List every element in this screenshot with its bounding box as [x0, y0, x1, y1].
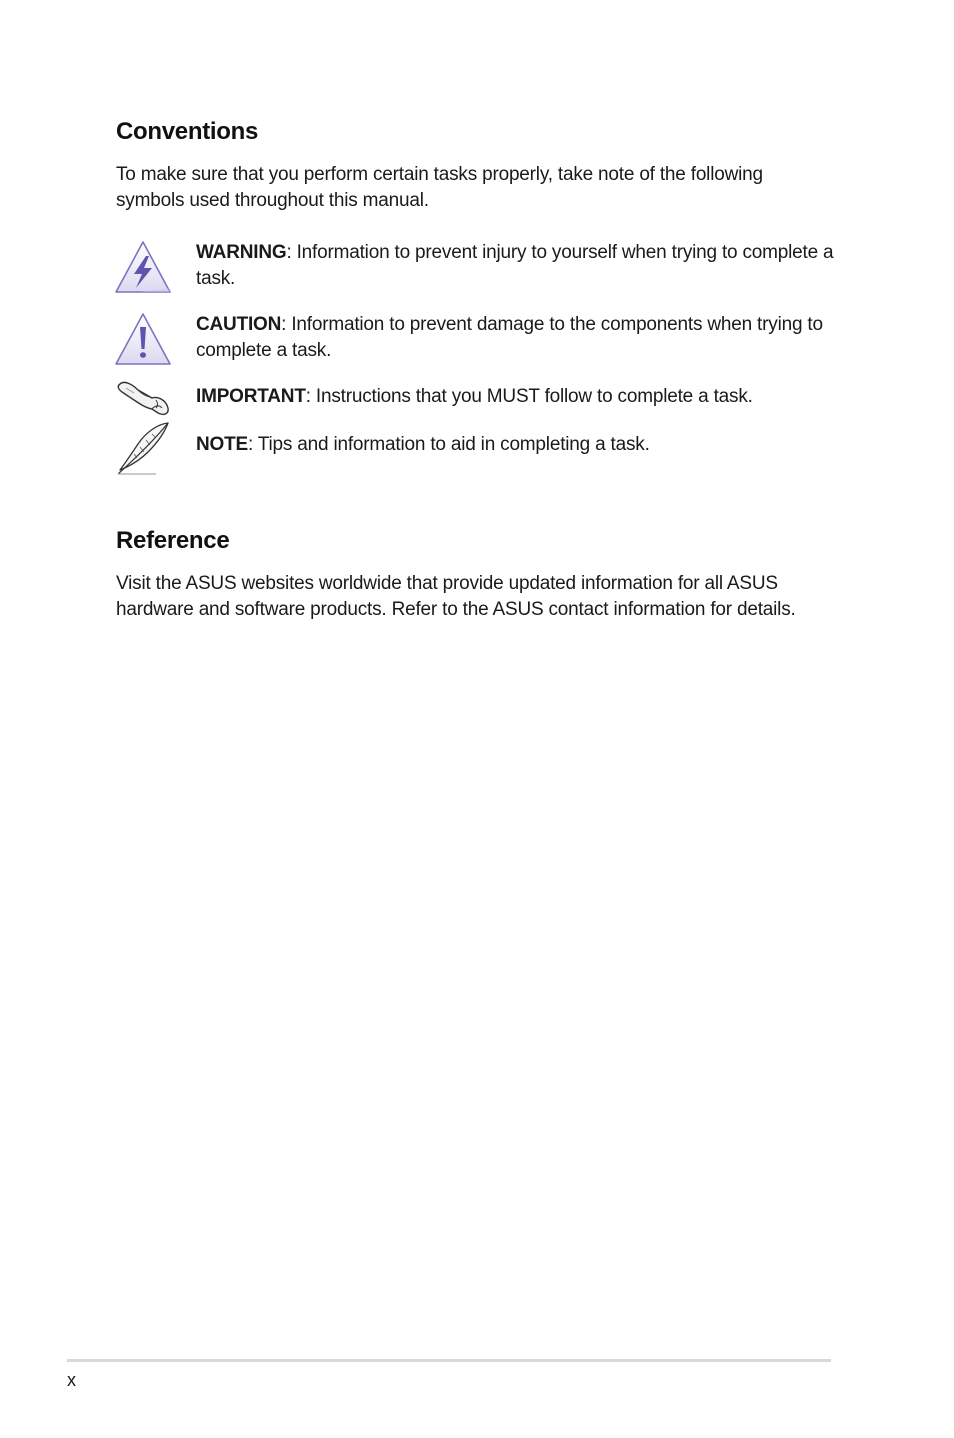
caution-text [196, 312, 836, 364]
caution-exclamation-icon [112, 312, 174, 370]
footer-divider [67, 1359, 831, 1362]
caution-label: CAUTION [196, 314, 282, 335]
warning-lightning-icon [112, 240, 174, 298]
important-hand-icon [112, 378, 174, 420]
caution-description: : Information to prevent damage to the components when trying to complete a task. [196, 314, 823, 361]
note-note [112, 420, 842, 478]
note-feather-icon [112, 420, 174, 478]
reference-body: Visit the ASUS websites worldwide that provide updated information for all ASUS hardware and software products. Refer to the ASUS contact information for details. [116, 573, 796, 620]
warning-text [196, 240, 836, 292]
caution-note [112, 312, 842, 372]
conventions-heading: Conventions [116, 118, 259, 145]
important-label: IMPORTANT [196, 386, 306, 407]
warning-description: : Information to prevent injury to yourself when trying to complete a task. [196, 242, 834, 289]
important-note [112, 378, 842, 422]
note-label: NOTE [196, 434, 248, 455]
reference-heading: Reference [116, 527, 230, 554]
important-text [196, 384, 836, 410]
warning-label: WARNING [196, 242, 287, 263]
note-text [196, 432, 836, 458]
page-number: x [67, 1370, 76, 1390]
note-description: : Tips and information to aid in completing a task. [247, 434, 650, 455]
warning-note [112, 240, 842, 300]
important-description: : Instructions that you MUST follow to complete a task. [305, 386, 753, 407]
conventions-intro: To make sure that you perform certain tasks properly, take note of the following symbols used throughout this manual. [116, 164, 763, 211]
